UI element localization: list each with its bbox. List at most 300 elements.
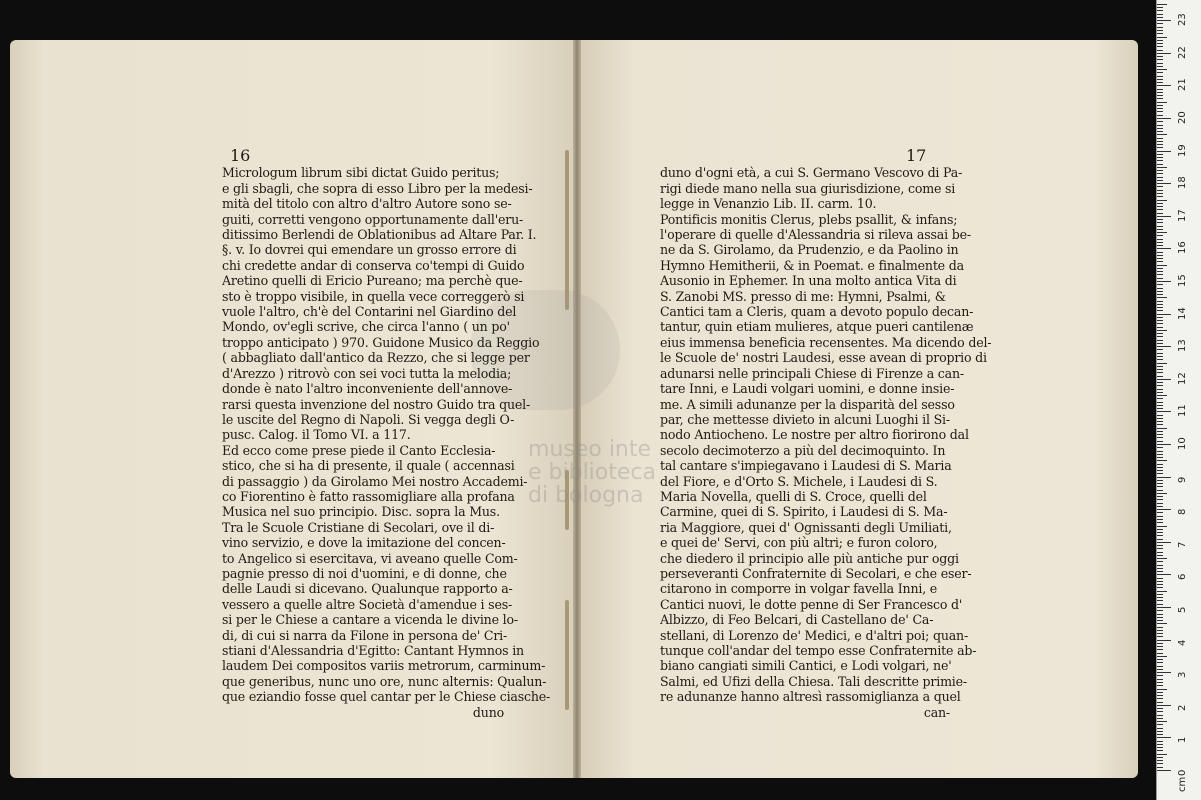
ruler-tick xyxy=(1157,747,1163,748)
ruler-tick xyxy=(1157,66,1163,67)
ruler-tick xyxy=(1157,304,1163,305)
ruler-tick xyxy=(1157,705,1171,706)
ruler-tick xyxy=(1157,597,1163,598)
ruler-tick xyxy=(1157,630,1163,631)
ruler-tick xyxy=(1157,451,1163,452)
text-line: Albizzo, di Feo Belcari, di Castellano de' Ca- xyxy=(660,612,934,628)
ruler-tick xyxy=(1157,666,1163,667)
ruler-tick xyxy=(1157,115,1163,116)
ruler-tick xyxy=(1157,301,1163,302)
text-line: §. v. Io dovrei qui emendare un grosso errore di xyxy=(222,242,517,258)
ruler-tick xyxy=(1157,464,1163,465)
ruler-tick xyxy=(1157,46,1163,47)
ruler-label: 19 xyxy=(1177,143,1188,157)
ruler-tick xyxy=(1157,636,1163,637)
ruler-unit-label: cm xyxy=(1177,776,1188,792)
ruler-label: 10 xyxy=(1177,437,1188,450)
text-line: vino servizio, e dove la imitazione del concen- xyxy=(222,535,506,551)
ruler-tick xyxy=(1157,43,1163,44)
ruler-tick xyxy=(1157,271,1163,272)
ruler-tick xyxy=(1157,363,1167,364)
ruler-tick xyxy=(1157,30,1163,31)
ruler-tick xyxy=(1157,164,1163,165)
ruler-tick xyxy=(1157,653,1163,654)
ruler-label: 0 xyxy=(1177,769,1188,776)
text-line: mità del titolo con altro d'altro Autore sono se- xyxy=(222,196,512,212)
ruler-tick xyxy=(1157,477,1171,478)
ruler-tick xyxy=(1157,633,1163,634)
text-line: l'operare di quelle d'Alessandria si rileva assai be- xyxy=(660,227,971,243)
ruler-tick xyxy=(1157,278,1163,279)
ruler-tick xyxy=(1157,40,1163,41)
watermark-line: museo inte xyxy=(528,437,652,462)
ruler-tick xyxy=(1157,428,1167,429)
text-line: biano cangiati simili Cantici, e Lodi volgari, ne' xyxy=(660,658,952,674)
ruler-tick xyxy=(1157,434,1163,435)
ruler-tick xyxy=(1157,649,1163,650)
ruler-tick xyxy=(1157,594,1163,595)
text-line: stiani d'Alessandria d'Egitto: Cantant Hymnos in xyxy=(222,643,524,658)
ruler-label: 22 xyxy=(1177,46,1188,59)
ruler-tick xyxy=(1157,600,1163,601)
ruler-tick xyxy=(1157,548,1163,549)
ruler-tick xyxy=(1157,685,1163,686)
ruler-tick xyxy=(1157,291,1163,292)
ruler-tick xyxy=(1157,516,1163,517)
ruler-tick xyxy=(1157,408,1163,409)
ruler-tick xyxy=(1157,529,1163,530)
ruler-tick xyxy=(1157,731,1163,732)
ruler-tick xyxy=(1157,444,1171,445)
ruler-tick xyxy=(1157,219,1163,220)
text-line: S. Zanobi MS. presso di me: Hymni, Psalmi, & xyxy=(660,288,946,304)
ruler-tick xyxy=(1157,754,1167,755)
ruler-tick xyxy=(1157,441,1163,442)
ruler-tick xyxy=(1157,333,1163,334)
ruler-label: 23 xyxy=(1177,13,1188,27)
ruler-tick xyxy=(1157,206,1163,207)
ruler-label: 9 xyxy=(1177,476,1188,483)
ruler-tick xyxy=(1157,343,1163,344)
ruler-tick xyxy=(1157,424,1163,425)
ruler-tick xyxy=(1157,724,1163,725)
ruler-tick xyxy=(1157,346,1171,347)
ruler-tick xyxy=(1157,679,1163,680)
ruler-label: 3 xyxy=(1177,671,1188,679)
left-page-number: 16 xyxy=(230,146,251,165)
ruler-tick xyxy=(1157,711,1163,712)
ruler-tick xyxy=(1157,102,1167,103)
ruler-tick xyxy=(1157,85,1171,86)
text-line: Carmine, quei di S. Spirito, i Laudesi di S. Ma- xyxy=(660,504,948,520)
ruler-tick xyxy=(1157,480,1163,481)
ruler-tick xyxy=(1157,721,1167,722)
ruler-tick xyxy=(1157,27,1163,28)
text-line: tunque coll'andar del tempo esse Confraternite ab- xyxy=(660,643,977,658)
ruler-tick xyxy=(1157,128,1163,129)
ruler-tick xyxy=(1157,519,1163,520)
text-line: Cantici tam a Cleris, quam a devoto populo decan- xyxy=(660,304,974,320)
watermark-line: e biblioteca xyxy=(528,460,656,485)
ruler-tick xyxy=(1157,56,1163,57)
ruler-tick xyxy=(1157,662,1163,663)
ruler-tick xyxy=(1157,760,1163,761)
ruler-tick xyxy=(1157,226,1163,227)
text-line: che diedero il principio alle più antiche pur oggi xyxy=(660,550,959,566)
ruler-tick xyxy=(1157,239,1163,240)
ruler-label: 17 xyxy=(1177,209,1188,222)
ruler-tick xyxy=(1157,437,1163,438)
ruler-tick xyxy=(1157,108,1163,109)
ruler-tick xyxy=(1157,411,1171,412)
ruler-tick xyxy=(1157,718,1163,719)
text-line: guiti, corretti vengono opportunamente dall'eru- xyxy=(222,211,524,227)
ruler-label: 5 xyxy=(1177,606,1188,613)
text-line: Ausonio in Ephemer. In una molto antica Vita di xyxy=(660,273,957,289)
ruler-tick xyxy=(1157,744,1163,745)
ruler-tick xyxy=(1157,620,1163,621)
ruler-tick xyxy=(1157,728,1163,729)
catchword: can- xyxy=(923,704,950,720)
text-line: rarsi questa invenzione del nostro Guido tra quel- xyxy=(222,396,531,412)
ruler-tick xyxy=(1157,574,1171,575)
ruler-tick xyxy=(1157,431,1163,432)
text-line: ne da S. Girolamo, da Prudenzio, e da Paolino in xyxy=(660,242,959,258)
ruler-label: 6 xyxy=(1177,574,1188,581)
text-line: tal cantare s'impiegavano i Laudesi di S. Maria xyxy=(660,458,952,474)
ruler-tick xyxy=(1157,555,1163,556)
ruler-label: 14 xyxy=(1177,306,1188,320)
ruler-tick xyxy=(1157,245,1163,246)
ruler-tick xyxy=(1157,258,1163,259)
text-line: Aretino quelli di Ericio Pureano; ma perchè que- xyxy=(222,273,523,289)
watermark-line: di bologna xyxy=(528,483,644,508)
ruler-tick xyxy=(1157,460,1167,461)
text-line: legge in Venanzio Lib. II. carm. 10. xyxy=(660,196,877,212)
ruler-tick xyxy=(1157,95,1163,96)
text-line: rigi diede mano nella sua giurisdizione, come si xyxy=(660,180,956,196)
ruler-tick xyxy=(1157,473,1163,474)
ruler-tick xyxy=(1157,284,1163,285)
ruler-tick xyxy=(1157,604,1163,605)
ruler-tick xyxy=(1157,265,1167,266)
ruler-tick xyxy=(1157,568,1163,569)
ruler-tick xyxy=(1157,509,1171,510)
text-line: par, che mettesse divieto in alcuni Luoghi il Si- xyxy=(660,411,950,427)
ruler-tick xyxy=(1157,4,1167,5)
ruler-tick xyxy=(1157,131,1163,132)
ruler-tick xyxy=(1157,757,1163,758)
ruler-tick xyxy=(1157,627,1163,628)
ruler-tick xyxy=(1157,395,1167,396)
ruler-tick xyxy=(1157,82,1163,83)
text-line: delle Laudi si dicevano. Qualunque rapporto a- xyxy=(222,581,513,597)
text-line: vuole l'altro, ch'è del Contarini nel Giardino del xyxy=(222,304,517,320)
text-line: co Fiorentino è fatto rassomigliare alla profana xyxy=(222,488,515,504)
text-line: vessero a quelle altre Società d'amendue i ses- xyxy=(222,596,513,612)
ruler-tick xyxy=(1157,105,1163,106)
text-line: adunarsi nelle principali Chiese di Firenze a can- xyxy=(660,365,964,381)
ruler-tick xyxy=(1157,14,1163,15)
ruler-tick xyxy=(1157,151,1171,152)
ruler-tick xyxy=(1157,349,1163,350)
ruler-tick xyxy=(1157,591,1167,592)
ruler-tick xyxy=(1157,418,1163,419)
ruler-tick xyxy=(1157,261,1163,262)
ruler-tick xyxy=(1157,340,1163,341)
ruler-tick xyxy=(1157,177,1163,178)
ruler-tick xyxy=(1157,767,1163,768)
ruler-tick xyxy=(1157,125,1163,126)
right-page-number: 17 xyxy=(906,146,927,165)
ruler-tick xyxy=(1157,376,1163,377)
book-gutter xyxy=(573,40,581,778)
ruler-tick xyxy=(1157,643,1163,644)
ruler-tick xyxy=(1157,656,1167,657)
ruler-tick xyxy=(1157,235,1163,236)
ruler-tick xyxy=(1157,193,1163,194)
text-line: que eziandio fosse quel cantar per le Chiese ciasche- xyxy=(222,689,551,705)
text-line: stellani, di Lorenzo de' Medici, e d'altri poi; quan- xyxy=(660,627,969,643)
ruler-tick xyxy=(1157,190,1163,191)
text-line: sto è troppo visibile, in quella vece correggerò si xyxy=(222,288,525,304)
ruler-tick xyxy=(1157,183,1171,184)
ruler-tick xyxy=(1157,512,1163,513)
ruler-tick xyxy=(1157,209,1163,210)
ruler-tick xyxy=(1157,539,1163,540)
text-line: me. A simili adunanze per la disparità del sesso xyxy=(660,396,955,412)
ruler-tick xyxy=(1157,503,1163,504)
ruler-tick xyxy=(1157,734,1163,735)
ruler-tick xyxy=(1157,314,1171,315)
ruler-label: 7 xyxy=(1177,541,1188,548)
text-line: Pontificis monitis Clerus, plebs psallit, & infans; xyxy=(660,211,958,227)
ruler-tick xyxy=(1157,274,1163,275)
text-line: citarono in comporre in volgar favella Inni, e xyxy=(660,581,938,597)
right-page-text xyxy=(660,150,992,720)
ruler-tick xyxy=(1157,372,1163,373)
ruler-tick xyxy=(1157,154,1163,155)
text-line: stico, che si ha di presente, il quale ( accennasi xyxy=(222,458,515,474)
text-line: e gli sbagli, che sopra di esso Libro per la medesi- xyxy=(222,180,533,196)
ruler-tick xyxy=(1157,490,1163,491)
text-line: ( abbagliato dall'antico da Rezzo, che si legge per xyxy=(222,350,530,366)
ruler-tick xyxy=(1157,506,1163,507)
watermark-text xyxy=(528,438,656,507)
text-line: Musica nel suo principio. Disc. sopra la Mus. xyxy=(222,504,500,520)
ruler-tick xyxy=(1157,255,1163,256)
ruler-tick xyxy=(1157,307,1163,308)
ruler-tick xyxy=(1157,10,1163,11)
text-line: si per le Chiese a cantare a vicenda le divine lo- xyxy=(222,612,518,628)
text-line: Micrologum librum sibi dictat Guido peritus; xyxy=(222,165,500,181)
ruler-tick xyxy=(1157,379,1171,380)
ruler-tick xyxy=(1157,587,1163,588)
ruler-tick xyxy=(1157,483,1163,484)
ruler-tick xyxy=(1157,310,1163,311)
ruler-tick xyxy=(1157,297,1167,298)
ruler-tick xyxy=(1157,157,1163,158)
ruler-tick xyxy=(1157,118,1171,119)
ruler-tick xyxy=(1157,216,1171,217)
ruler-tick xyxy=(1157,63,1163,64)
ruler-tick xyxy=(1157,98,1163,99)
text-line: pagnie presso di noi d'uomini, e di donne, che xyxy=(222,565,507,581)
ruler-tick xyxy=(1157,330,1167,331)
ruler-tick xyxy=(1157,252,1163,253)
ruler-tick xyxy=(1157,398,1163,399)
ruler-tick xyxy=(1157,69,1167,70)
text-line: Hymno Hemitherii, & in Poemat. e finalmente da xyxy=(660,257,964,273)
ruler-tick xyxy=(1157,659,1163,660)
text-line: e quei de' Servi, con più altri; e furon coloro, xyxy=(660,535,938,551)
ruler-tick xyxy=(1157,203,1163,204)
text-line: laudem Dei compositos variis metrorum, carminum- xyxy=(222,658,546,674)
ruler-tick xyxy=(1157,561,1163,562)
ruler-tick xyxy=(1157,610,1163,611)
ruler-tick xyxy=(1157,646,1163,647)
ruler-tick xyxy=(1157,327,1163,328)
ruler-tick xyxy=(1157,454,1163,455)
ruler-tick xyxy=(1157,147,1163,148)
ruler-tick xyxy=(1157,323,1163,324)
ruler-tick xyxy=(1157,750,1163,751)
ruler-tick xyxy=(1157,336,1163,337)
ruler-tick xyxy=(1157,737,1171,738)
ruler-tick xyxy=(1157,294,1163,295)
ruler-tick xyxy=(1157,486,1163,487)
ruler-tick xyxy=(1157,33,1163,34)
text-line: Maria Novella, quelli di S. Croce, quelli del xyxy=(660,488,927,504)
ruler-tick xyxy=(1157,578,1163,579)
ruler-tick xyxy=(1157,138,1163,139)
ruler-tick xyxy=(1157,186,1163,187)
ruler-tick xyxy=(1157,623,1167,624)
text-line: troppo anticipato ) 970. Guidone Musico da Reggio xyxy=(222,334,540,350)
ruler-tick xyxy=(1157,121,1163,122)
ruler-tick xyxy=(1157,37,1167,38)
ruler-tick xyxy=(1157,545,1163,546)
ruler-tick xyxy=(1157,200,1167,201)
ruler-tick xyxy=(1157,552,1163,553)
ruler-tick xyxy=(1157,535,1163,536)
text-line: pusc. Calog. il Tomo VI. a 117. xyxy=(222,427,411,443)
ruler-label: 11 xyxy=(1177,404,1188,418)
ruler-tick xyxy=(1157,415,1163,416)
ruler-tick xyxy=(1157,160,1163,161)
ruler-tick xyxy=(1157,770,1171,771)
text-line: to Angelico si esercitava, vi aveano quelle Com- xyxy=(222,550,518,566)
ruler-tick xyxy=(1157,170,1163,171)
ruler-tick xyxy=(1157,213,1163,214)
text-line: nodo Antiocheno. Le nostre per altro fiorirono dal xyxy=(660,427,969,443)
ruler-label: 8 xyxy=(1177,508,1188,516)
ruler-tick xyxy=(1157,222,1163,223)
page-number-line-spacer xyxy=(222,150,504,165)
ruler-tick xyxy=(1157,242,1163,243)
ruler-label: 20 xyxy=(1177,111,1188,124)
ruler-tick xyxy=(1157,369,1163,370)
ruler-tick xyxy=(1157,617,1163,618)
text-line: d'Arezzo ) ritrovò con sei voci tutta la melodia; xyxy=(222,365,512,381)
ruler-tick xyxy=(1157,698,1163,699)
ruler-tick xyxy=(1157,317,1163,318)
ruler-tick xyxy=(1157,359,1163,360)
ruler-tick xyxy=(1157,72,1163,73)
ruler-tick xyxy=(1157,392,1163,393)
ruler-tick xyxy=(1157,20,1171,21)
ruler-label: 2 xyxy=(1177,704,1188,711)
ruler-tick xyxy=(1157,565,1163,566)
ruler-tick xyxy=(1157,493,1167,494)
ruler-tick xyxy=(1157,229,1163,230)
ruler-tick xyxy=(1157,141,1163,142)
ruler-tick xyxy=(1157,17,1163,18)
ruler-label: 18 xyxy=(1177,176,1188,190)
ruler-label: 4 xyxy=(1177,639,1188,646)
ruler-tick xyxy=(1157,53,1171,54)
ruler-tick xyxy=(1157,248,1171,249)
text-line: Tra le Scuole Cristiane di Secolari, ove il di- xyxy=(222,519,495,535)
measurement-ruler xyxy=(1156,0,1201,800)
ruler-tick xyxy=(1157,268,1163,269)
ruler-tick xyxy=(1157,89,1163,90)
ruler-tick xyxy=(1157,281,1171,282)
ruler-tick xyxy=(1157,389,1163,390)
ruler-tick xyxy=(1157,167,1167,168)
ruler-tick xyxy=(1157,584,1163,585)
ruler-tick xyxy=(1157,542,1171,543)
text-line: tantur, quin etiam mulieres, atque pueri cantilenæ xyxy=(660,319,974,335)
text-line: di passaggio ) da Girolamo Mei nostro Accademi- xyxy=(222,473,528,489)
ruler-tick xyxy=(1157,682,1163,683)
text-line: tare Inni, e Laudi volgari uomini, e donne insie- xyxy=(660,381,955,397)
text-line: Ed ecco come prese piede il Canto Ecclesia- xyxy=(222,442,496,458)
ruler-tick xyxy=(1157,385,1163,386)
ruler-tick xyxy=(1157,447,1163,448)
ruler-tick xyxy=(1157,669,1163,670)
ruler-label: 16 xyxy=(1177,241,1188,255)
ruler-tick xyxy=(1157,522,1163,523)
ruler-tick xyxy=(1157,467,1163,468)
text-line: que generibus, nunc uno ore, nunc alternis: Qualun- xyxy=(222,673,547,689)
ruler-tick xyxy=(1157,59,1163,60)
ruler-tick xyxy=(1157,558,1167,559)
text-line: le Scuole de' nostri Laudesi, esse avean di proprio di xyxy=(660,350,987,366)
text-line: del Fiore, e d'Orto S. Michele, i Laudesi di S. xyxy=(660,473,938,489)
text-line: donde è nato l'altro inconveniente dell'annove- xyxy=(222,381,513,397)
text-line: Cantici nuovi, le dotte penne di Ser Francesco d' xyxy=(660,596,963,612)
ruler-tick xyxy=(1157,50,1163,51)
ruler-tick xyxy=(1157,111,1163,112)
ruler-label: 1 xyxy=(1177,737,1188,744)
page-number-line-spacer xyxy=(660,150,950,165)
ruler-tick xyxy=(1157,421,1163,422)
ruler-tick xyxy=(1157,715,1163,716)
text-line: re adunanze hanno altresì rassomiglianza a quel xyxy=(660,689,961,705)
text-line: duno d'ogni età, a cui S. Germano Vescovo di Pa- xyxy=(660,165,963,181)
ruler-tick xyxy=(1157,196,1163,197)
ruler-tick xyxy=(1157,405,1163,406)
ruler-tick xyxy=(1157,499,1163,500)
ruler-tick xyxy=(1157,173,1163,174)
ruler-tick xyxy=(1157,640,1171,641)
catchword: duno xyxy=(472,704,504,720)
ruler-tick xyxy=(1157,23,1163,24)
ruler-tick xyxy=(1157,614,1163,615)
ruler-tick xyxy=(1157,457,1163,458)
text-line: Mondo, ov'egli scrive, che circa l'anno ( un po' xyxy=(222,319,510,335)
